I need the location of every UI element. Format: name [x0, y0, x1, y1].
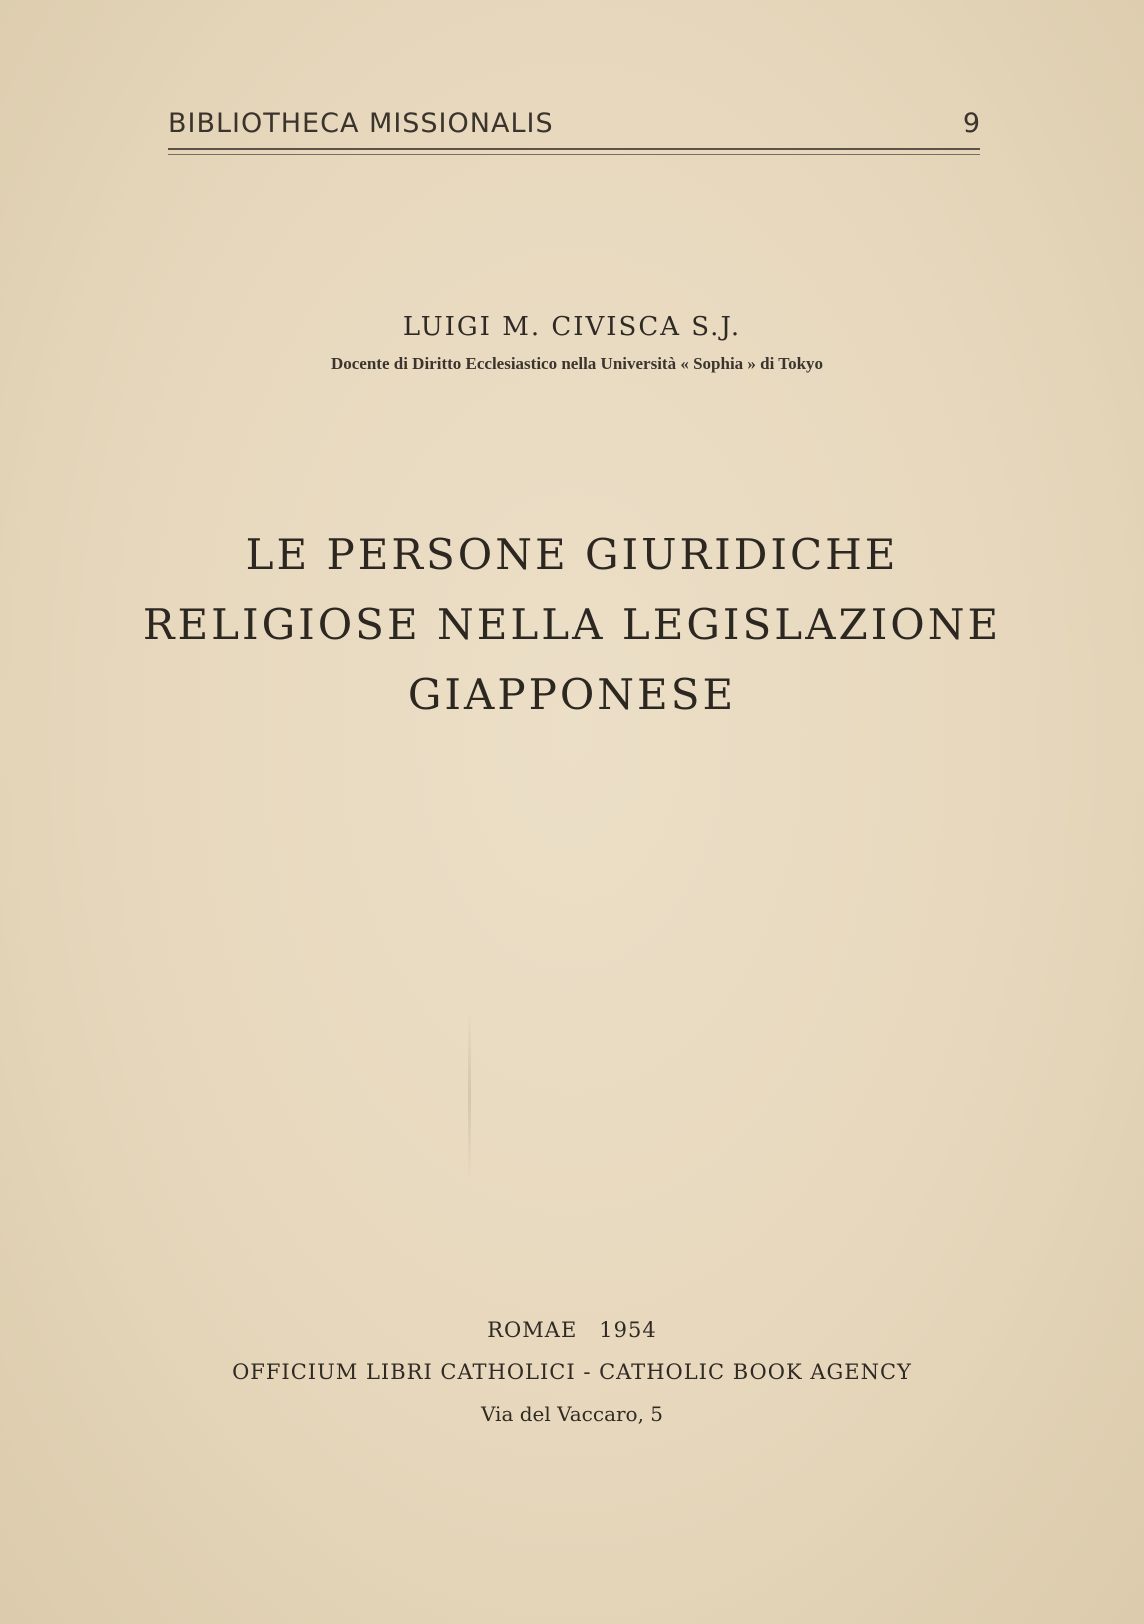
- series-header: [168, 108, 980, 148]
- place-and-year: [0, 1318, 1144, 1342]
- title-line-1: LE PERSONE GIURIDICHE: [245, 530, 899, 579]
- author-affiliation: Docente di Diritto Ecclesiastico nella Università « Sophia » di Tokyo: [330, 354, 824, 373]
- series-name: BIBLIOTHECA MISSIONALIS: [168, 108, 554, 139]
- paper-stain: [468, 1010, 471, 1180]
- imprint: [0, 1318, 1144, 1426]
- author-name: LUIGI M. CIVISCA S.J.: [402, 312, 742, 342]
- book-title: [0, 520, 1144, 730]
- imprint-city: ROMAE: [487, 1318, 578, 1342]
- title-line-2: RELIGIOSE NELLA LEGISLAZIONE: [142, 600, 1002, 649]
- header-rule: [168, 148, 980, 150]
- title-line-3: GIAPPONESE: [407, 670, 737, 719]
- publisher-name: OFFICIUM LIBRI CATHOLICI - CATHOLIC BOOK AGENCY: [232, 1360, 912, 1384]
- author-block: [0, 312, 1144, 374]
- publisher-address: Via del Vaccaro, 5: [480, 1402, 664, 1426]
- header-rule-thin: [168, 154, 980, 155]
- imprint-year: 1954: [599, 1318, 657, 1342]
- series-number: 9: [962, 108, 980, 139]
